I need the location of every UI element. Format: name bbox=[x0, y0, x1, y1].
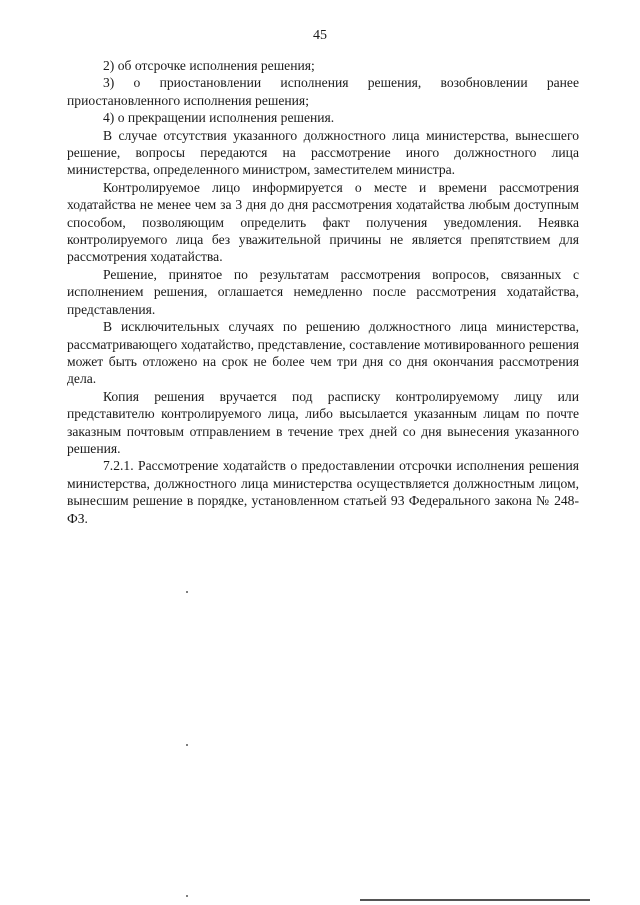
page-number: 45 bbox=[313, 28, 327, 43]
paragraph-postponement: В исключительных случаях по решению должностного лица министерства, рассматривающего ходатайство, представление, составление мотивированного решения может быть отложено на срок не более чем три дня со дня окончания рассмотрения дела. bbox=[67, 319, 579, 387]
document-body bbox=[67, 57, 579, 527]
paragraph-termination: 4) о прекращении исполнения решения. bbox=[103, 110, 335, 126]
scan-speck bbox=[186, 591, 188, 593]
scan-edge-line bbox=[360, 899, 590, 901]
paragraph-section-7-2-1: 7.2.1. Рассмотрение ходатайств о предоставлении отсрочки исполнения решения министерства, должностного лица министерства осуществляется должностным лицом, вынесшим решение в порядке, установленном статьей 93 Федерального закона № 248-ФЗ. bbox=[67, 458, 579, 526]
scan-speck bbox=[186, 744, 188, 746]
paragraph-suspension: 3) о приостановлении исполнения решения, возобновлении ранее приостановленного исполнения решения; bbox=[67, 75, 579, 108]
paragraph-announcement: Решение, принятое по результатам рассмотрения вопросов, связанных с исполнением решения, оглашается немедленно после рассмотрения ходатайства, представления. bbox=[67, 266, 579, 317]
scan-speck bbox=[186, 895, 188, 897]
paragraph-delivery: Копия решения вручается под расписку контролируемому лицу или представителю контролируемого лица, либо высылается указанным лицам по почте заказным почтовым отправлением в течение трех дней со дня вынесения указанного решения. bbox=[67, 388, 579, 456]
paragraph-notification: Контролируемое лицо информируется о месте и времени рассмотрения ходатайства не менее чем за 3 дня до дня рассмотрения ходатайства любым доступным способом, позволяющим определить факт получения уведомления. Неявка контролируемого лица без уважительной причины не является препятствием для рассмотрения ходатайства. bbox=[67, 179, 579, 265]
paragraph-deferral: 2) об отсрочке исполнения решения; bbox=[103, 58, 315, 73]
paragraph-absence-of-official: В случае отсутствия указанного должностного лица министерства, вынесшего решение, вопросы передаются на рассмотрение иного должностного лица министерства, определенного министром, заместителем министра. bbox=[67, 127, 579, 178]
